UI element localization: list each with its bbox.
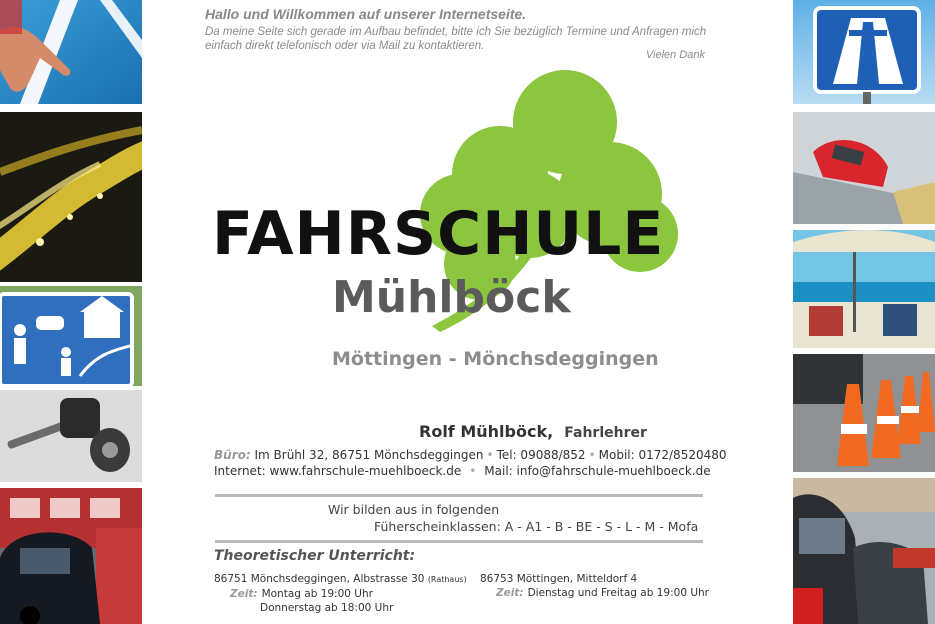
- time-monday: Montag ab 19:00 Uhr: [261, 588, 373, 600]
- time-label: Zeit:: [230, 588, 258, 600]
- welcome-heading: Hallo und Willkommen auf unserer Internetseite.: [205, 6, 527, 22]
- traffic-jam-photo: [793, 478, 935, 624]
- classes-list: Füherscheinklassen: A - A1 - B - BE - S - L - M - Mofa: [374, 519, 699, 534]
- location-note: (Rathaus): [427, 575, 467, 584]
- road-markings-photo: [0, 0, 142, 104]
- thanks-text: Vielen Dank: [645, 49, 705, 61]
- location-moenchsdeggingen: [214, 572, 467, 615]
- welcome-message: [205, 6, 715, 61]
- mobile-number[interactable]: Mobil: 0172/8520480: [598, 448, 727, 462]
- beach-chairs-photo: [793, 230, 935, 348]
- owner: [419, 422, 647, 441]
- location-address: 86753 Möttingen, Mitteldorf 4: [480, 573, 638, 585]
- logo-title: FAHRSCHULE: [212, 199, 665, 269]
- welcome-text: Da meine Seite sich gerade im Aufbau befindet, bitte ich Sie bezüglich Termine und Anfragen mich einfach direkt telefonisch oder via Mail zu kontaktieren.: [205, 26, 707, 52]
- web-line: [214, 464, 711, 478]
- theory-title: Theoretischer Unterricht:: [214, 548, 416, 564]
- classes-intro: Wir bilden aus in folgenden: [328, 502, 500, 517]
- logo-subtitle: Mühlböck: [332, 272, 571, 323]
- right-photo-strip: [793, 0, 935, 624]
- phone-number[interactable]: Tel: 09088/852: [496, 448, 586, 462]
- theory-lessons: [214, 548, 710, 614]
- email-link[interactable]: Mail: info@fahrschule-muehlboeck.de: [484, 464, 711, 478]
- website-link[interactable]: Internet: www.fahrschule-muehlboeck.de: [214, 464, 462, 478]
- separator-dot: •: [469, 464, 477, 478]
- driving-school-logo: [200, 64, 710, 384]
- office-label: Büro:: [214, 448, 251, 462]
- time-label: Zeit:: [496, 587, 524, 599]
- car-keys-photo: [0, 390, 142, 482]
- owner-role: Fahrlehrer: [564, 425, 647, 441]
- location-address: 86751 Mönchsdeggingen, Albstrasse 30: [214, 573, 425, 585]
- separator-dot: •: [486, 448, 494, 462]
- play-street-sign-photo: [0, 286, 142, 386]
- location-moettingen: [480, 572, 709, 600]
- traffic-cones-photo: [793, 354, 935, 472]
- red-car-photo: [793, 112, 935, 224]
- office-address: Im Brühl 32, 86751 Mönchsdeggingen: [254, 448, 484, 462]
- logo-places: Möttingen - Mönchsdeggingen: [332, 348, 659, 370]
- divider: [215, 540, 703, 543]
- owner-name: Rolf Mühlböck,: [419, 422, 554, 441]
- separator-dot: •: [588, 448, 596, 462]
- motorway-sign-photo: [793, 0, 935, 104]
- london-taxi-photo: [0, 488, 142, 624]
- divider: [215, 494, 703, 497]
- time-thursday: Donnerstag ab 18:00 Uhr: [260, 602, 394, 614]
- left-photo-strip: [0, 0, 142, 624]
- night-traffic-photo: [0, 112, 142, 282]
- office-line: [214, 448, 727, 462]
- time-tue-fri: Dienstag und Freitag ab 19:00 Uhr: [527, 587, 710, 599]
